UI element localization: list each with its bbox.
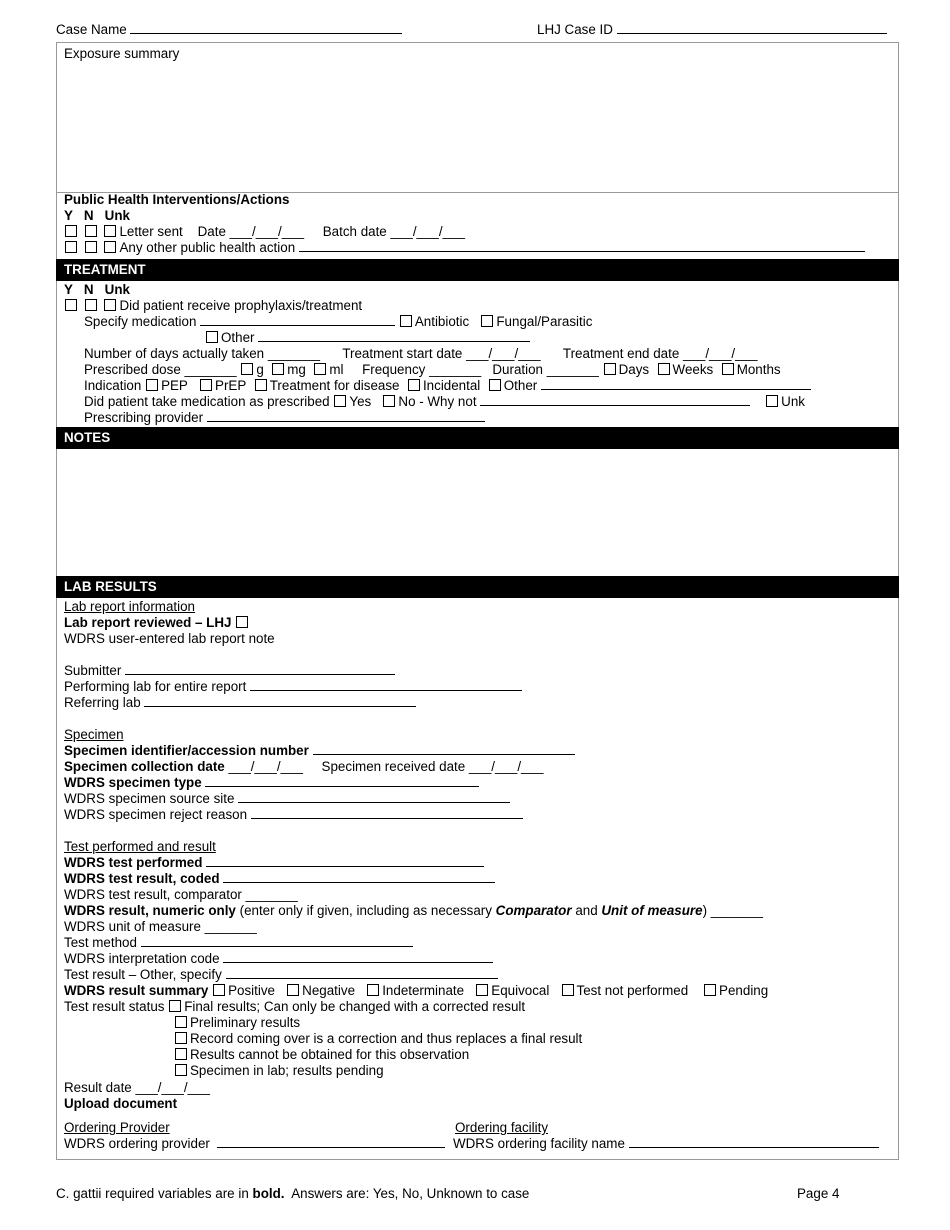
summary-positive-checkbox[interactable]	[213, 984, 225, 996]
interp-code-row	[64, 951, 493, 967]
treat-disease-checkbox[interactable]	[255, 379, 267, 391]
specimen-source-row	[64, 791, 510, 807]
summary-indeterminate-checkbox[interactable]	[367, 984, 379, 996]
status-in-lab-checkbox[interactable]	[175, 1064, 187, 1076]
letter-sent-row	[64, 224, 465, 240]
status-row-1	[174, 1015, 300, 1031]
status-row-3	[174, 1047, 469, 1063]
ordering-facility-heading: Ordering facility	[455, 1120, 549, 1135]
med-other-input[interactable]	[258, 330, 530, 342]
unit-measure-row[interactable]: WDRS unit of measure _______	[64, 919, 257, 934]
ordering-facility-label: WDRS ordering facility name	[453, 1136, 625, 1151]
proph-y-checkbox[interactable]	[65, 299, 77, 311]
specimen-reject-label: WDRS specimen reject reason	[64, 807, 248, 822]
test-method-input[interactable]	[141, 935, 413, 947]
case-name-label: Case Name	[56, 22, 127, 37]
mg-checkbox[interactable]	[272, 363, 284, 375]
months-label: Months	[736, 362, 781, 377]
treatment-start-date[interactable]: Treatment start date ___/___/___	[342, 346, 541, 361]
ynu-header: Y N Unk	[64, 208, 130, 223]
lab-results-header: LAB RESULTS	[56, 576, 899, 598]
indication-other-input[interactable]	[541, 378, 811, 390]
numeric-note: (enter only if given, including as necessary	[239, 903, 492, 918]
specimen-heading: Specimen	[64, 727, 124, 742]
numeric-comparator: Comparator	[495, 903, 572, 918]
indication-other-label: Other	[503, 378, 538, 393]
status-row-4	[174, 1063, 384, 1079]
status-row-0	[64, 999, 525, 1015]
specimen-reject-row	[64, 807, 523, 823]
ml-label: ml	[329, 362, 344, 377]
submitter-row	[64, 663, 395, 679]
numeric-row	[64, 903, 763, 919]
summary-positive-label: Positive	[228, 983, 275, 998]
status-correction-checkbox[interactable]	[175, 1032, 187, 1044]
referring-lab-row	[64, 695, 416, 711]
treatment-ynu-header: Y N Unk	[64, 282, 130, 297]
lab-reviewed-checkbox[interactable]	[236, 616, 248, 628]
test-coded-row	[64, 871, 495, 887]
treatment-end-date[interactable]: Treatment end date ___/___/___	[562, 346, 758, 361]
letter-y-checkbox[interactable]	[65, 225, 77, 237]
specimen-source-input[interactable]	[238, 791, 510, 803]
summary-equivocal-label: Equivocal	[491, 983, 550, 998]
prescribed-dose[interactable]: Prescribed dose _______	[84, 362, 237, 377]
prescribed-no-label: No - Why not	[398, 394, 477, 409]
ordering-provider-heading: Ordering Provider	[64, 1120, 170, 1135]
medication-row	[84, 314, 592, 330]
indication-label: Indication	[84, 378, 142, 393]
interventions-title: Public Health Interventions/Actions	[64, 192, 290, 207]
summary-pending-checkbox[interactable]	[704, 984, 716, 996]
lhj-case-id-label: LHJ Case ID	[537, 22, 613, 37]
summary-negative-checkbox[interactable]	[287, 984, 299, 996]
footer-note-b: Answers are: Yes, No, Unknown to case	[291, 1186, 530, 1201]
pep-checkbox[interactable]	[146, 379, 158, 391]
test-method-row	[64, 935, 413, 951]
test-section-heading: Test performed and result	[64, 839, 216, 854]
specimen-dates-row	[64, 759, 543, 775]
notes-area[interactable]	[57, 449, 898, 575]
dose-row	[84, 362, 781, 378]
footer-note-a: C. gattii required variables are in	[56, 1186, 249, 1201]
as-prescribed-row	[84, 394, 805, 410]
other-action-unk-checkbox[interactable]	[104, 241, 116, 253]
status-in-lab-label: Specimen in lab; results pending	[190, 1063, 384, 1078]
incidental-label: Incidental	[422, 378, 481, 393]
status-preliminary-checkbox[interactable]	[175, 1016, 187, 1028]
specimen-reject-input[interactable]	[251, 807, 523, 819]
mg-label: mg	[287, 362, 306, 377]
lhj-case-id-field[interactable]	[537, 22, 887, 37]
ordering-provider-input[interactable]	[217, 1136, 445, 1148]
lab-reviewed-row	[64, 615, 251, 631]
treatment-header: TREATMENT	[56, 259, 899, 281]
submitter-label: Submitter	[64, 663, 122, 678]
footer-note	[56, 1186, 529, 1201]
med-other-label: Other	[221, 330, 255, 345]
specimen-type-input[interactable]	[205, 775, 479, 787]
upload-document-label: Upload document	[64, 1096, 178, 1111]
letter-sent-label: Letter sent	[119, 224, 183, 239]
medication-input[interactable]	[200, 314, 395, 326]
footer-note-bold: bold.	[252, 1186, 285, 1201]
specimen-collection-label: Specimen collection date	[64, 759, 225, 774]
prep-label: PrEP	[215, 378, 247, 393]
summary-indeterminate-label: Indeterminate	[382, 983, 465, 998]
prescribed-yes-checkbox[interactable]	[334, 395, 346, 407]
specimen-source-label: WDRS specimen source site	[64, 791, 235, 806]
specimen-type-label: WDRS specimen type	[64, 775, 202, 790]
batch-date[interactable]: Batch date ___/___/___	[322, 224, 465, 239]
ml-checkbox[interactable]	[314, 363, 326, 375]
status-row-2	[174, 1031, 582, 1047]
status-final-label: Final results; Can only be changed with a corrected result	[184, 999, 526, 1014]
interp-code-label: WDRS interpretation code	[64, 951, 220, 966]
test-result-status-label: Test result status	[64, 999, 165, 1014]
ordering-provider-row	[64, 1136, 445, 1152]
notes-header: NOTES	[56, 427, 899, 449]
proph-unk-checkbox[interactable]	[104, 299, 116, 311]
prescribed-unk-checkbox[interactable]	[766, 395, 778, 407]
prescribing-provider-input[interactable]	[207, 410, 485, 422]
treat-disease-label: Treatment for disease	[269, 378, 400, 393]
specimen-id-input[interactable]	[313, 743, 575, 755]
user-note-label: WDRS user-entered lab report note	[64, 631, 275, 646]
fungal-label: Fungal/Parasitic	[496, 314, 593, 329]
indication-row	[84, 378, 811, 394]
exposure-summary-label: Exposure summary	[64, 46, 180, 61]
status-correction-label: Record coming over is a correction and thus replaces a final result	[190, 1031, 583, 1046]
specimen-received-date[interactable]: Specimen received date ___/___/___	[321, 759, 544, 774]
status-final-checkbox[interactable]	[169, 1000, 181, 1012]
status-cannot-obtain-label: Results cannot be obtained for this observation	[190, 1047, 470, 1062]
result-summary-row	[64, 983, 768, 999]
specimen-id-label: Specimen identifier/accession number	[64, 743, 309, 758]
letter-date[interactable]: Date ___/___/___	[197, 224, 305, 239]
performing-lab-row	[64, 679, 522, 695]
numeric-label: WDRS result, numeric only	[64, 903, 236, 918]
other-action-n-checkbox[interactable]	[85, 241, 97, 253]
status-cannot-obtain-checkbox[interactable]	[175, 1048, 187, 1060]
referring-lab-input[interactable]	[144, 695, 416, 707]
lab-report-info-heading: Lab report information	[64, 599, 196, 614]
days-taken[interactable]: Number of days actually taken _______	[84, 346, 320, 361]
prescribed-unk-label: Unk	[781, 394, 805, 409]
numeric-unit: Unit of measure	[601, 903, 703, 918]
result-date[interactable]: Result date ___/___/___	[64, 1080, 210, 1095]
specimen-type-row	[64, 775, 479, 791]
incidental-checkbox[interactable]	[408, 379, 420, 391]
weeks-checkbox[interactable]	[658, 363, 670, 375]
numeric-and: and	[575, 903, 598, 918]
specimen-collection-date[interactable]: ___/___/___	[228, 759, 303, 774]
prescribed-yes-label: Yes	[349, 394, 372, 409]
status-preliminary-label: Preliminary results	[190, 1015, 301, 1030]
fungal-checkbox[interactable]	[481, 315, 493, 327]
specimen-id-row	[64, 743, 575, 759]
prescribing-provider-row	[84, 410, 485, 426]
med-other-checkbox[interactable]	[206, 331, 218, 343]
comparator-row[interactable]: WDRS test result, comparator _______	[64, 887, 298, 902]
other-specify-input[interactable]	[226, 967, 498, 979]
test-performed-label: WDRS test performed	[64, 855, 203, 870]
other-action-y-checkbox[interactable]	[65, 241, 77, 253]
performing-lab-label: Performing lab for entire report	[64, 679, 247, 694]
g-checkbox[interactable]	[241, 363, 253, 375]
ordering-facility-row	[453, 1136, 879, 1152]
prep-checkbox[interactable]	[200, 379, 212, 391]
test-coded-input[interactable]	[223, 871, 495, 883]
indication-other-checkbox[interactable]	[489, 379, 501, 391]
performing-lab-input[interactable]	[250, 679, 522, 691]
prophylaxis-row	[64, 298, 362, 314]
antibiotic-checkbox[interactable]	[400, 315, 412, 327]
test-performed-input[interactable]	[206, 855, 484, 867]
ordering-provider-label: WDRS ordering provider	[64, 1136, 210, 1151]
summary-not-performed-label: Test not performed	[576, 983, 689, 998]
ordering-facility-input[interactable]	[629, 1136, 879, 1148]
numeric-input[interactable]: ) _______	[702, 903, 763, 918]
other-specify-label: Test result – Other, specify	[64, 967, 222, 982]
page-number: Page 4	[797, 1186, 840, 1201]
referring-lab-label: Referring lab	[64, 695, 141, 710]
case-name-field[interactable]	[56, 22, 402, 37]
test-performed-row	[64, 855, 484, 871]
proph-n-checkbox[interactable]	[85, 299, 97, 311]
days-row	[84, 346, 757, 362]
g-label: g	[256, 362, 264, 377]
interp-code-input[interactable]	[223, 951, 493, 963]
frequency[interactable]: Frequency _______	[362, 362, 482, 377]
medication-other-row	[205, 330, 530, 346]
as-prescribed-label: Did patient take medication as prescribed	[84, 394, 330, 409]
pep-label: PEP	[161, 378, 188, 393]
prescribing-provider-label: Prescribing provider	[84, 410, 204, 425]
antibiotic-label: Antibiotic	[414, 314, 470, 329]
letter-n-checkbox[interactable]	[85, 225, 97, 237]
other-action-input[interactable]	[299, 240, 865, 252]
months-checkbox[interactable]	[722, 363, 734, 375]
summary-not-performed-checkbox[interactable]	[562, 984, 574, 996]
days-label: Days	[618, 362, 650, 377]
summary-pending-label: Pending	[719, 983, 769, 998]
test-coded-label: WDRS test result, coded	[64, 871, 220, 886]
other-specify-row	[64, 967, 498, 983]
other-action-label: Any other public health action	[119, 240, 296, 255]
duration[interactable]: Duration _______	[492, 362, 599, 377]
days-checkbox[interactable]	[604, 363, 616, 375]
why-not-input[interactable]	[480, 394, 750, 406]
other-action-row	[64, 240, 865, 256]
letter-unk-checkbox[interactable]	[104, 225, 116, 237]
prescribed-no-checkbox[interactable]	[383, 395, 395, 407]
prophylaxis-label: Did patient receive prophylaxis/treatment	[119, 298, 363, 313]
submitter-input[interactable]	[125, 663, 395, 675]
test-method-label: Test method	[64, 935, 137, 950]
summary-negative-label: Negative	[302, 983, 356, 998]
summary-equivocal-checkbox[interactable]	[476, 984, 488, 996]
specify-medication-label: Specify medication	[84, 314, 197, 329]
lab-reviewed-label: Lab report reviewed – LHJ	[64, 615, 232, 630]
weeks-label: Weeks	[672, 362, 714, 377]
result-summary-label: WDRS result summary	[64, 983, 209, 998]
